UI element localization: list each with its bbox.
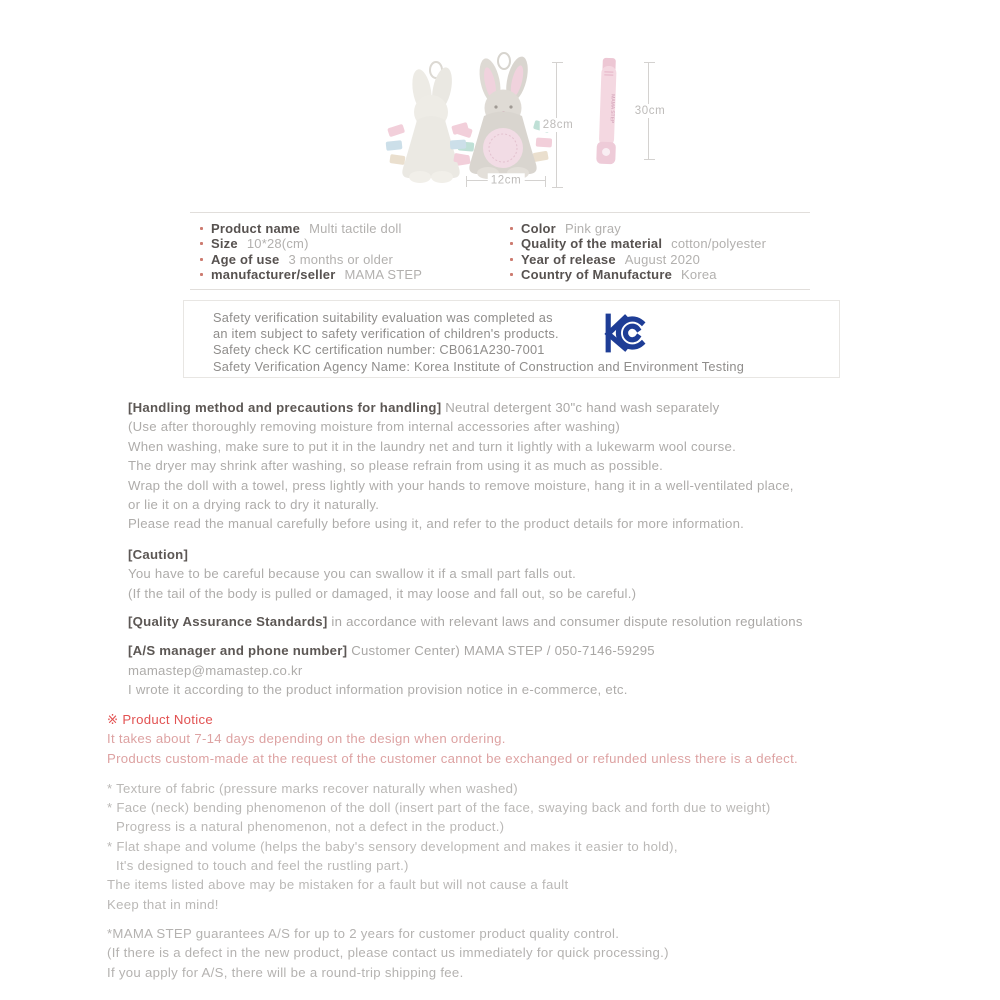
bullet-icon — [510, 242, 513, 245]
handling-line: The dryer may shrink after washing, so please refrain from using it as much as possible. — [128, 458, 664, 474]
field-value: Korea — [681, 266, 717, 282]
handling-block — [128, 398, 918, 534]
table-row — [190, 267, 500, 282]
table-row — [500, 221, 810, 236]
field-value: MAMA STEP — [344, 266, 423, 282]
quality-heading: [Quality Assurance Standards] — [128, 614, 328, 630]
product-info-table — [190, 212, 810, 290]
table-row — [190, 221, 500, 236]
as-heading: [A/S manager and phone number] — [128, 643, 348, 659]
warranty-line: (If there is a defect in the new product, please contact us immediately for quick processing.) — [107, 945, 669, 961]
notice-line: Progress is a natural phenomenon, not a defect in the product.) — [116, 819, 505, 835]
dimension-line-height — [542, 62, 574, 188]
bullet-icon — [510, 273, 513, 276]
warranty-line: If you apply for A/S, there will be a round-trip shipping fee. — [107, 964, 464, 980]
pacifier-strap-image — [588, 56, 628, 170]
safety-line: Safety verification suitability evaluation was completed as — [213, 310, 553, 325]
caution-block — [128, 545, 918, 603]
warranty-block — [107, 924, 937, 982]
handling-heading-suffix: Neutral detergent 30"c hand wash separately — [445, 400, 720, 415]
handling-line: Please read the manual carefully before using it, and refer to the product details for more information. — [128, 516, 745, 532]
kc-certification-mark-icon — [601, 312, 649, 354]
field-label: Size — [211, 236, 238, 252]
handling-line: (Use after thoroughly removing moisture from internal accessories after washing) — [128, 419, 621, 435]
field-value: cotton/polyester — [671, 236, 767, 252]
caution-line: You have to be careful because you can swallow it if a small part falls out. — [128, 566, 577, 582]
bullet-icon — [200, 242, 203, 245]
table-row — [190, 252, 500, 267]
dimension-label-strap: 30cm — [632, 104, 669, 118]
field-label: Country of Manufacture — [521, 266, 673, 282]
info-table-left-column — [190, 221, 500, 282]
bullet-icon — [200, 227, 203, 230]
safety-line: Safety Verification Agency Name: Korea Institute of Construction and Environment Testing — [213, 358, 745, 374]
field-value: August 2020 — [624, 251, 701, 267]
safety-line: Safety check KC certification number: CB061A230-7001 — [213, 342, 545, 358]
as-email: mamastep@mamastep.co.kr — [128, 662, 303, 678]
field-label: manufacturer/seller — [211, 266, 336, 282]
quality-text: in accordance with relevant laws and consumer dispute resolution regulations — [331, 614, 803, 630]
field-value: Pink gray — [564, 221, 621, 236]
notice-line: Keep that in mind! — [107, 896, 219, 912]
dimension-label-width: 12cm — [488, 173, 525, 187]
product-notice-section — [107, 710, 937, 982]
as-customer-center: Customer Center) MAMA STEP / 050-7146-59295 — [351, 643, 655, 659]
table-row — [500, 252, 810, 267]
bullet-icon — [200, 258, 203, 261]
handling-heading: [Handling method and precautions for handling] — [128, 400, 442, 415]
svg-text:MAMA STEP: MAMA STEP — [608, 94, 616, 124]
warranty-line: *MAMA STEP guarantees A/S for up to 2 years for customer product quality control. — [107, 925, 620, 941]
bullet-icon — [200, 273, 203, 276]
as-line: I wrote it according to the product information provision notice in e-commerce, etc. — [128, 682, 628, 698]
notice-line: * Face (neck) bending phenomenon of the doll (insert part of the face, swaying back and forth due to weight) — [107, 800, 771, 816]
field-value: 10*28(cm) — [246, 236, 309, 252]
field-label: Product name — [211, 221, 301, 236]
notice-line: It takes about 7-14 days depending on the design when ordering. — [107, 731, 506, 747]
safety-verification-text — [213, 310, 744, 375]
product-images — [384, 52, 684, 202]
notice-line: It's designed to touch and feel the rustling part.) — [116, 858, 409, 874]
as-manager-block — [128, 641, 918, 699]
notice-line: Products custom-made at the request of the customer cannot be exchanged or refunded unless there is a defect. — [107, 750, 798, 766]
bullet-icon — [510, 258, 513, 261]
field-value: Multi tactile doll — [309, 221, 402, 236]
quality-assurance-block — [128, 612, 918, 631]
notice-detail-block — [107, 779, 937, 914]
notice-line: * Flat shape and volume (helps the baby's sensory development and makes it easier to hold), — [107, 838, 678, 854]
dimension-line-strap — [634, 62, 666, 160]
safety-verification-box — [183, 300, 840, 378]
handling-line: or lie it on a drying rack to dry it naturally. — [128, 497, 380, 513]
field-label: Age of use — [211, 251, 280, 267]
handling-line: Wrap the doll with a towel, press lightly with your hands to remove moisture, hang it in a well-ventilated place, — [128, 477, 794, 493]
dimension-label-height: 28cm — [540, 118, 577, 132]
field-label: Quality of the material — [521, 236, 663, 252]
caution-line: (If the tail of the body is pulled or damaged, it may loose and fall out, so be careful.) — [128, 585, 637, 601]
table-row — [190, 236, 500, 251]
field-value: 3 months or older — [288, 251, 394, 267]
field-label: Color — [521, 221, 556, 236]
table-row — [500, 236, 810, 251]
care-instructions-section — [128, 398, 918, 700]
notice-line: The items listed above may be mistaken for a fault but will not cause a fault — [107, 877, 569, 893]
bullet-icon — [510, 227, 513, 230]
bunny-doll-front-view-image — [450, 52, 552, 192]
caution-heading: [Caution] — [128, 546, 189, 562]
handling-line: When washing, make sure to put it in the laundry net and turn it lightly with a lukewarm wool course. — [128, 438, 736, 454]
product-notice-heading: ※ Product Notice — [107, 712, 214, 727]
notice-line: * Texture of fabric (pressure marks recover naturally when washed) — [107, 780, 518, 796]
safety-line: an item subject to safety verification of children's products. — [213, 326, 559, 342]
field-label: Year of release — [521, 251, 616, 267]
table-row — [500, 267, 810, 282]
info-table-right-column — [500, 221, 810, 282]
dimension-line-width — [466, 174, 546, 187]
